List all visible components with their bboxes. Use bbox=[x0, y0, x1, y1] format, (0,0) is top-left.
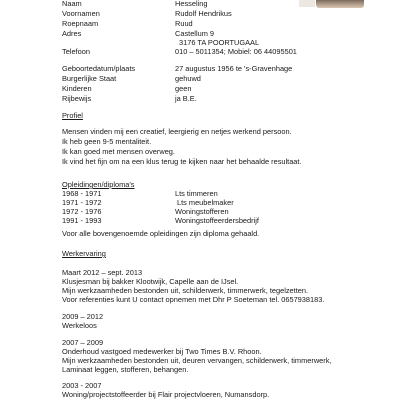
work-line: Klusjesman bij bakker Klootwijk, Capelle aan de IJsel. bbox=[62, 277, 239, 286]
label-burgerlijke-staat: Burgerlijke Staat bbox=[62, 74, 117, 83]
work-period: Maart 2012 – sept. 2013 bbox=[62, 268, 143, 277]
value-voornamen: Rudolf Hendrikus bbox=[175, 9, 232, 18]
value-burgerlijke-staat: gehuwd bbox=[175, 74, 201, 83]
opleiding-name: Woningstofferen bbox=[175, 207, 229, 216]
profiel-line: Ik kan goed met mensen overweg. bbox=[62, 147, 175, 156]
label-kinderen: Kinderen bbox=[62, 84, 92, 93]
label-geboortedatum: Geboortedatum/plaats bbox=[62, 64, 136, 73]
value-roepnaam: Ruud bbox=[175, 19, 193, 28]
section-heading-profiel: Profiel bbox=[62, 111, 83, 120]
work-period: 2003 - 2007 bbox=[62, 381, 102, 390]
opleiding-years: 1968 - 1971 bbox=[62, 189, 102, 198]
opleiding-name: Lts timmeren bbox=[175, 189, 218, 198]
photo-border bbox=[299, 0, 315, 7]
opleidingen-note: Voor alle bovengenoemde opleidingen zijn diploma gehaald. bbox=[62, 229, 260, 238]
opleiding-name: Woningstoffeerdersbedrijf bbox=[175, 216, 259, 225]
work-period: 2007 – 2009 bbox=[62, 338, 104, 347]
opleiding-years: 1972 - 1976 bbox=[62, 207, 102, 216]
value-adres: Castellum 9 bbox=[175, 29, 215, 38]
value-geboortedatum: 27 augustus 1956 te 's-Gravenhage bbox=[175, 64, 293, 73]
profiel-line: Mensen vinden mij een creatief, leergierig en netjes werkend persoon. bbox=[62, 127, 292, 136]
label-telefoon: Telefoon bbox=[62, 47, 90, 56]
value-rijbewijs: ja B.E. bbox=[175, 94, 197, 103]
opleiding-name: Lts meubelmaker bbox=[177, 198, 234, 207]
work-line: Mijn werkzaamheden bestonden uit, schilderwerk, timmerwerk, tegelzetten. bbox=[62, 286, 309, 295]
portrait-photo bbox=[316, 0, 364, 8]
label-roepnaam: Roepnaam bbox=[62, 19, 99, 28]
profiel-line: Ik heb geen 9-5 mentaliteit. bbox=[62, 137, 152, 146]
section-heading-werkervaring: Werkervaring bbox=[62, 249, 106, 258]
opleiding-years: 1971 - 1972 bbox=[62, 198, 102, 207]
work-period: 2009 – 2012 bbox=[62, 312, 104, 321]
value-telefoon: 010 – 5011354; Mobiel: 06 44095501 bbox=[175, 47, 297, 56]
work-line: Woning/projectstoffeerder bij Flair projectvloeren, Numansdorp. bbox=[62, 390, 270, 399]
work-line: Voor referenties kunt U contact opnemen met Dhr P Soeteman tel. 0657938183. bbox=[62, 295, 325, 304]
value-postcode: 3176 TA POORTUGAAL bbox=[179, 38, 260, 47]
profiel-line: Ik vind het fijn om na een klus terug te kijken naar het behaalde resultaat. bbox=[62, 157, 302, 166]
value-naam: Hesseling bbox=[175, 0, 208, 8]
section-heading-opleidingen: Opleidingen/diploma's bbox=[62, 180, 135, 189]
work-line: Laminaat leggen, stofferen, behangen. bbox=[62, 365, 189, 374]
work-line: Mijn werkzaamheden bestonden uit, deuren vervangen, schilderwerk, timmerwerk, bbox=[62, 356, 332, 365]
work-line: Onderhoud vastgoed medewerker bij Two Times B.V. Rhoon. bbox=[62, 347, 262, 356]
label-rijbewijs: Rijbewijs bbox=[62, 94, 92, 103]
work-line: Werkeloos bbox=[62, 321, 97, 330]
value-kinderen: geen bbox=[175, 84, 192, 93]
label-adres: Adres bbox=[62, 29, 82, 38]
label-naam: Naam bbox=[62, 0, 82, 8]
opleiding-years: 1991 - 1993 bbox=[62, 216, 102, 225]
label-voornamen: Voornamen bbox=[62, 9, 100, 18]
